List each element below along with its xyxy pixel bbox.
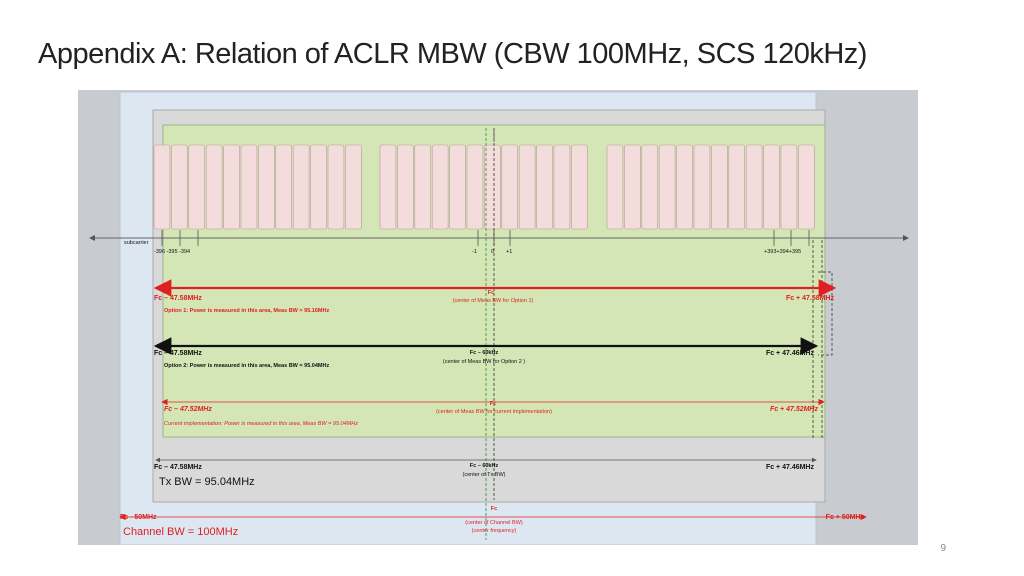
current-right-label: Fc + 47.52MHz: [769, 406, 818, 413]
subcarrier-block: [659, 145, 675, 229]
tick-label-minus1: -1: [472, 249, 477, 255]
subcarrier-block: [171, 145, 187, 229]
tx-center-sub: (center of Tx BW): [462, 472, 506, 478]
subcarrier-block: [519, 145, 535, 229]
subcarrier-block: [694, 145, 710, 229]
slide-title: Appendix A: Relation of ACLR MBW (CBW 100MHz, SCS 120kHz): [38, 38, 867, 70]
subcarrier-block: [502, 145, 518, 229]
subcarrier-block: [241, 145, 257, 229]
tick-label-zero: 0: [491, 249, 495, 255]
subcarrier-block: [450, 145, 466, 229]
channel-center-sub2: (center frequency): [471, 528, 517, 534]
current-left-label: Fc – 47.52MHz: [164, 406, 212, 413]
left-tick-labels: -396 -395 -394: [154, 249, 191, 255]
subcarrier-block: [206, 145, 222, 229]
channel-bw-desc: Channel BW = 100MHz: [123, 526, 239, 538]
option1-right-label: Fc + 47.58MHz: [785, 295, 834, 302]
subcarrier-block: [677, 145, 693, 229]
subcarrier-block: [432, 145, 448, 229]
subcarrier-block: [328, 145, 344, 229]
current-center-title: Fc: [489, 401, 497, 407]
subcarrier-label: subcarrier: [124, 240, 149, 246]
option2-left-label: Fc – 47.58MHz: [154, 350, 202, 357]
channel-center-sub1: (center of Channel BW): [465, 520, 523, 526]
tx-left-label: Fc – 47.58MHz: [154, 464, 202, 471]
current-center-sub: (center of Meas BW for current implementation): [436, 409, 552, 415]
subcarrier-block: [224, 145, 240, 229]
subcarrier-block: [380, 145, 396, 229]
subcarrier-block: [571, 145, 587, 229]
option1-center-sub: (center of Meas BW for Option 1): [452, 298, 534, 304]
right-tick-labels: +393+394+395: [764, 249, 802, 255]
channel-right-label: Fc + 50MHz: [825, 514, 864, 521]
subcarrier-block: [345, 145, 361, 229]
subcarrier-block: [746, 145, 762, 229]
subcarrier-block: [537, 145, 553, 229]
subcarrier-block: [798, 145, 814, 229]
aclr-mbw-diagram: [78, 90, 918, 545]
tx-center-title: Fc – 60kHz: [469, 463, 499, 469]
subcarrier-block: [729, 145, 745, 229]
channel-left-label: Fc - 50MHz: [120, 514, 157, 521]
subcarrier-block: [154, 145, 170, 229]
current-desc: Current implementation: Power is measured in this area, Meas BW = 95.04MHz: [164, 421, 358, 427]
tx-right-label: Fc + 47.46MHz: [765, 464, 814, 471]
tx-bw-desc: Tx BW = 95.04MHz: [159, 476, 255, 488]
subcarrier-block: [189, 145, 205, 229]
subcarrier-block: [293, 145, 309, 229]
tick-label-plus1: +1: [506, 249, 513, 255]
option2-center-title: Fc – 60kHz: [469, 350, 499, 356]
subcarrier-block: [781, 145, 797, 229]
subcarrier-block: [764, 145, 780, 229]
page-number: 9: [940, 543, 946, 554]
subcarrier-block: [311, 145, 327, 229]
subcarrier-block: [415, 145, 431, 229]
option2-desc: Option 2: Power is measured in this area, Meas BW = 95.04MHz: [164, 363, 330, 369]
subcarrier-block: [467, 145, 483, 229]
subcarrier-blocks: [154, 145, 814, 229]
subcarrier-block: [607, 145, 623, 229]
channel-center-title: Fc: [490, 506, 498, 512]
subcarrier-block: [484, 145, 500, 229]
subcarrier-block: [711, 145, 727, 229]
option2-center-sub: (center of Meas BW for Option 2 ): [442, 359, 526, 365]
option2-right-label: Fc + 47.46MHz: [765, 350, 814, 357]
subcarrier-block: [624, 145, 640, 229]
subcarrier-block: [258, 145, 274, 229]
subcarrier-block: [554, 145, 570, 229]
subcarrier-block: [276, 145, 292, 229]
option1-desc: Option 1: Power is measured in this area, Meas BW = 95.16MHz: [164, 308, 330, 314]
option1-left-label: Fc – 47.58MHz: [154, 295, 202, 302]
subcarrier-block: [397, 145, 413, 229]
subcarrier-block: [642, 145, 658, 229]
option1-center-title: Fc: [487, 290, 495, 296]
